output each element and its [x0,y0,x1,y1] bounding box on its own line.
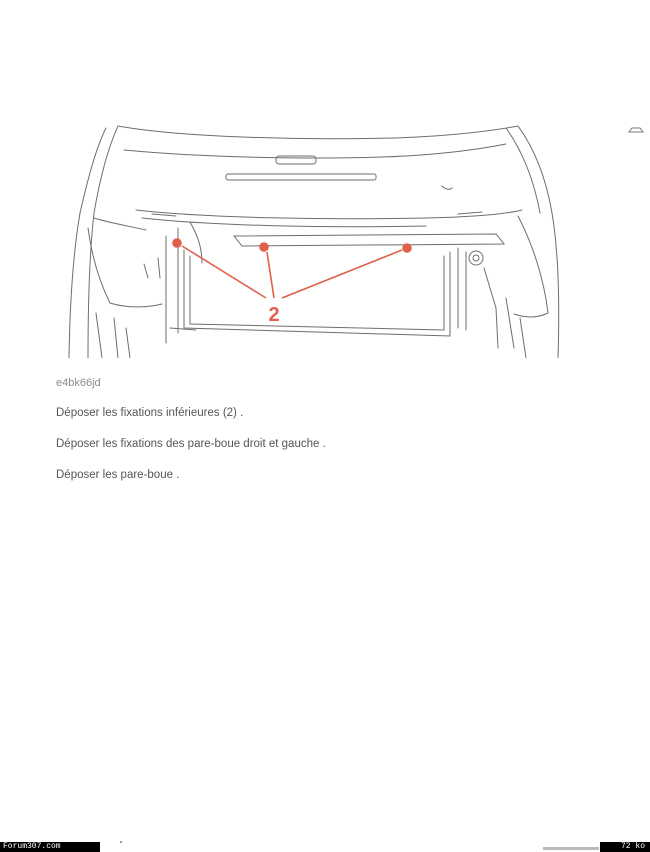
callout-label: 2 [268,304,280,326]
callout-point-right [403,244,411,252]
step-remove-lower-fasteners: Déposer les fixations inférieures (2) . [56,407,244,419]
callout-point-center [260,243,268,251]
callout-point-left [173,239,181,247]
rear-bumper-illustration [66,118,562,358]
figure-caption: e4bk66jd [56,377,101,389]
footer-dot [120,841,122,843]
corner-mark-icon [628,126,644,134]
footer-size: 72 ko [600,842,650,852]
step-remove-mudflap-fasteners: Déposer les fixations des pare-boue droit et gauche . [56,438,326,450]
footer-faint-line [543,847,599,850]
footer-site: Forum307.com [0,842,100,852]
step-remove-mudflaps: Déposer les pare-boue . [56,469,180,481]
